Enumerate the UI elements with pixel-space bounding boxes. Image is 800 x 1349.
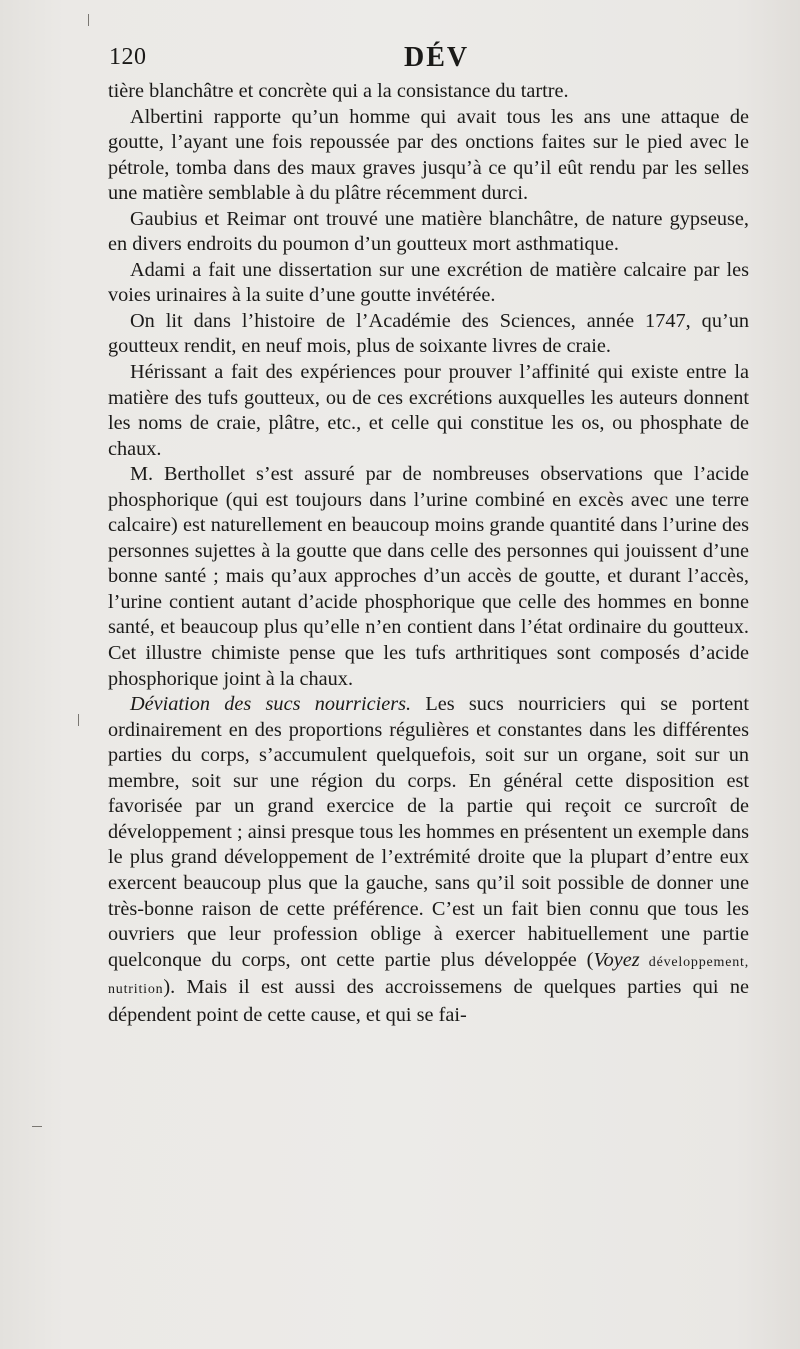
paragraph-deviation — [108, 692, 749, 1028]
paragraph: tière blanchâtre et concrète qui a la consistance du tartre. — [108, 80, 569, 102]
margin-mark — [88, 14, 89, 26]
page-header — [109, 44, 749, 76]
paragraph: Albertini rapporte qu’un homme qui avait tous les ans une attaque de goutte, l’ayant une fois repoussée par des onctions faites sur le pied avec le pétrole, tomba dans des maux graves jusqu’à ce qu’il eût rendu par les selles une matière semblable à du plâtre récemment durci. — [108, 105, 749, 205]
paragraph: On lit dans l’histoire de l’Académie des Sciences, année 1747, qu’un goutteux rendit, en neuf mois, plus de soixante livres de craie. — [108, 309, 749, 358]
paragraph-text: ). Mais il est aussi des accroissemens de quelques parties qui ne dépendent point de cette cause, et qui se fai- — [108, 976, 749, 1026]
cross-reference: développement, nutrition — [108, 954, 750, 998]
see-also-label: Voyez — [593, 948, 640, 971]
paragraph: Hérissant a fait des expériences pour prouver l’affinité qui existe entre la matière des tufs goutteux, ou de ces excrétions auxquelles les auteurs donnent les noms de craie, plâtre, etc., et celle qui constitue les os, ou phosphate de chaux. — [108, 361, 749, 460]
paragraph-text: Les sucs nourriciers qui se portent ordinairement en des proportions régulières et constantes dans les différentes parties du corps, s’accumulent quelquefois, soit sur un organe, soit sur un membre, soit sur une région du corps. En général cette disposition est favorisée par un grand exercice de la partie qui reçoit ce surcroît de développement ; ainsi presque tous les hommes en présentent un exemple dans le plus grand développement de l’extrémité droite que la plupart d’entre eux exercent beaucoup plus que la gauche, sans qu’il soit possible de donner une très-bonne raison de cette préférence. C’est un fait bien connu que tous les ouvriers que leur profession oblige à exercer habituellement une partie quelconque du corps, ont cette partie plus développée ( — [108, 693, 749, 971]
paragraph: Adami a fait une dissertation sur une excrétion de matière calcaire par les voies urinaires à la suite d’une goutte invétérée. — [108, 258, 749, 307]
paragraph: Gaubius et Reimar ont trouvé une matière blanchâtre, de nature gypseuse, en divers endroits du poumon d’un goutteux mort asthmatique. — [108, 207, 749, 256]
margin-mark — [78, 714, 79, 726]
body-text — [108, 79, 749, 1028]
margin-mark — [32, 1126, 42, 1127]
section-lead: Déviation des sucs nourriciers. — [130, 693, 412, 716]
running-head: DÉV — [404, 42, 470, 73]
paragraph: M. Berthollet s’est assuré par de nombreuses observations que l’acide phosphorique (qui est toujours dans l’urine combiné en excès avec une terre calcaire) est naturellement en beaucoup moins grande quantité dans l’urine des personnes sujettes à la goutte que dans celle des personnes qui jouissent d’une bonne santé ; mais qu’aux approches d’un accès de goutte, et durant l’accès, l’urine contient autant d’acide phosphorique que celle des hommes en bonne santé, et beaucoup plus qu’elle n’en contient dans l’état ordinaire du goutteux. Cet illustre chimiste pense que les tufs arthritiques sont composés d’acide phosphorique joint à la chaux. — [108, 463, 749, 690]
page-number: 120 — [109, 44, 147, 70]
